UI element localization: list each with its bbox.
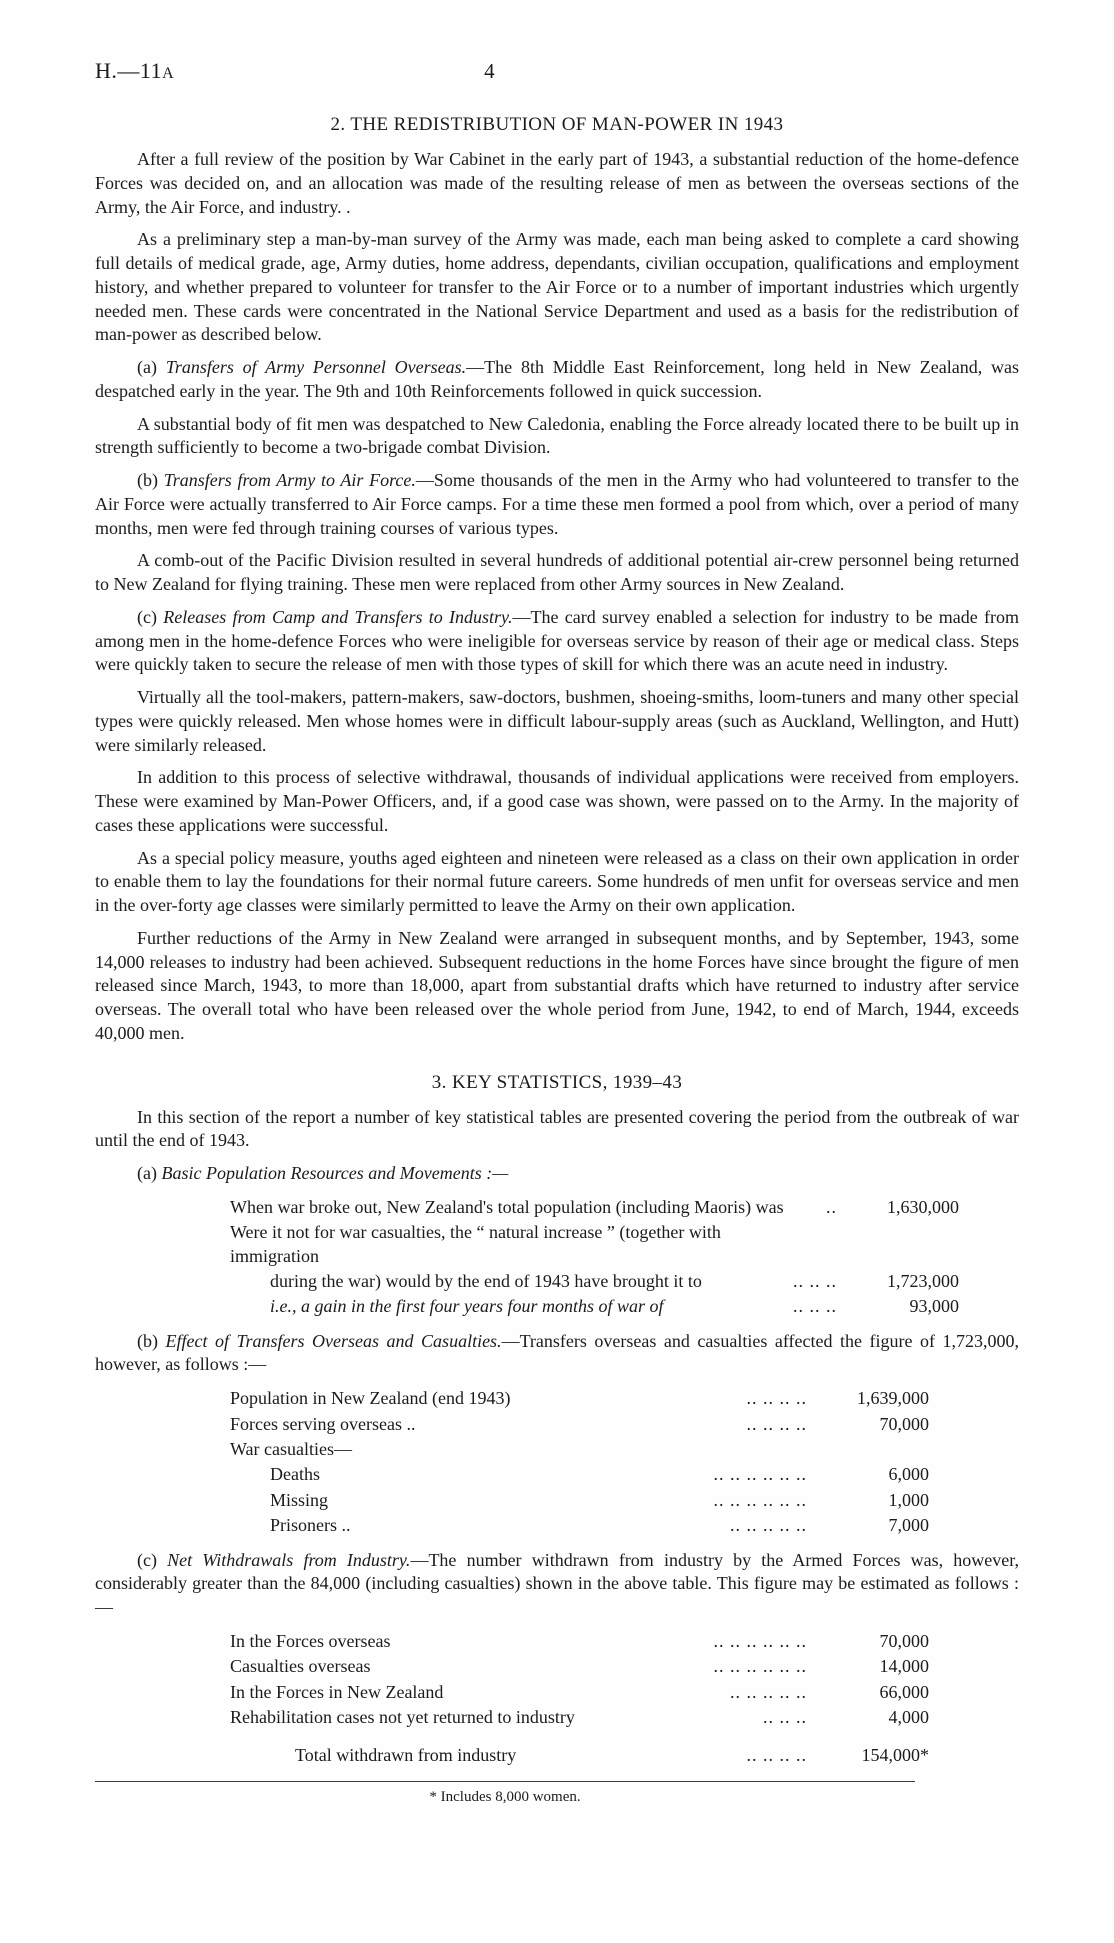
stats-a-row-1-value xyxy=(841,1220,1019,1269)
stats-b-row-3-dots: .. .. .. .. .. .. xyxy=(713,1464,807,1485)
stats-c-row-1-label: Casualties overseas xyxy=(230,1656,371,1677)
subsection-a-para-1: A substantial body of fit men was despatched to New Caledonia, enabling the Force already located there to be built up in strength sufficiently to become a two-brigade combat Division. xyxy=(95,413,1019,458)
subsection-a-heading: Transfers of Army Personnel Overseas. xyxy=(165,357,467,377)
page-content xyxy=(95,58,1019,1808)
subsection-a-marker: (a) xyxy=(137,357,157,377)
subsection-b xyxy=(95,469,1019,540)
subsection-c-lead: —The card survey enabled a selection for industry to be made from among men in the home-defence Forces who were ineligible for overseas service by reason of their age or medical class. Steps were quickly taken to secure the release of men with those types of skill for which there was an acute need in industry. xyxy=(95,606,1020,675)
section-title-2: 2. THE REDISTRIBUTION OF MAN-POWER IN 1943 xyxy=(330,114,784,135)
page-header xyxy=(95,58,1019,84)
stats-c-total-value: 154,000* xyxy=(861,1745,929,1766)
stats-b-row-5-value: 7,000 xyxy=(888,1515,929,1536)
table-row xyxy=(95,1513,1019,1538)
document-code xyxy=(95,58,174,84)
subsection-b-lead: —Some thousands of the men in the Army who had volunteered to transfer to the Air Force were actually transferred to Air Force camps. For a time these men formed a pool from which, over a period of many months, men were fed through training courses of various types. xyxy=(95,470,1020,538)
stats-a-row-1-label: Were it not for war casualties, the “ natural increase ” (together with immigration xyxy=(230,1222,721,1266)
footnote: * Includes 8,000 women. xyxy=(429,1788,581,1805)
stats-b-lead: —Transfers overseas and casualties affected the figure of 1,723,000, however, as follows :— xyxy=(95,1330,1019,1375)
subsection-b-heading: Transfers from Army to Air Force. xyxy=(163,470,416,490)
stats-c-row-1-value: 14,000 xyxy=(879,1656,929,1677)
stats-a-row-3-value: 93,000 xyxy=(909,1296,959,1317)
stats-c-row-0-dots: .. .. .. .. .. .. xyxy=(713,1630,807,1651)
table-row xyxy=(95,1680,1019,1705)
table-row xyxy=(95,1412,1019,1437)
table-row-total xyxy=(95,1730,1019,1768)
stats-a-row-3-label: i.e., a gain in the first four years four months of war of xyxy=(270,1296,664,1317)
subsection-b-para-1: A comb-out of the Pacific Division resulted in several hundreds of additional potential air-crew personnel being returned to New Zealand for flying training. These men were replaced from other Army sources in New Zealand. xyxy=(95,550,1019,594)
stats-c-total-label: Total withdrawn from industry xyxy=(295,1745,517,1766)
paragraph-intro-2: As a preliminary step a man-by-man survey of the Army was made, each man being asked to complete a card showing full details of medical grade, age, Army duties, home address, dependants, civilian occupation, qualifications and employment history, and whether prepared to volunteer for transfer to the Air Force or to a number of important industries which urgently needed men. These cards were concentrated in the National Service Department and used as a basis for the redistribution of man-power as described below. xyxy=(95,229,1019,345)
stats-c-table xyxy=(95,1629,1019,1769)
stats-b-row-4-dots: .. .. .. .. .. .. xyxy=(713,1489,807,1510)
table-row xyxy=(95,1386,1019,1411)
subsection-c xyxy=(95,606,1019,677)
subsection-a-lead: —The 8th Middle East Reinforcement, long held in New Zealand, was despatched early in the year. The 9th and 10th Reinforcements followed in quick succession. xyxy=(95,357,1019,401)
stats-b-row-4-label: Missing xyxy=(270,1489,329,1510)
stats-c-row-2-value: 66,000 xyxy=(879,1681,929,1702)
stats-c-row-3-label: Rehabilitation cases not yet returned to industry xyxy=(230,1706,575,1727)
stats-b-row-3-value: 6,000 xyxy=(888,1464,929,1485)
stats-b-row-0-value: 1,639,000 xyxy=(857,1388,929,1409)
stats-a-row-1-dots xyxy=(793,1220,841,1269)
table-row xyxy=(95,1220,1019,1269)
stats-b-row-2-dots xyxy=(675,1437,811,1462)
table-row xyxy=(95,1195,1019,1220)
table-row xyxy=(95,1705,1019,1730)
subsection-c-para-1: Virtually all the tool-makers, pattern-makers, saw-doctors, bushmen, shoeing-smiths, loom-tuners and many other special types were quickly released. Men whose homes were in difficult labour-supply areas (such as Auckland, Wellington, and Hutt) were similarly released. xyxy=(95,687,1019,755)
stats-c-row-0-label: In the Forces overseas xyxy=(230,1630,391,1651)
stats-a-table xyxy=(95,1195,1019,1320)
paragraph-intro-1: After a full review of the position by War Cabinet in the early part of 1943, a substantial reduction of the home-defence Forces was decided on, and an allocation was made of the resulting release of men as between the overseas sections of the Army, the Air Force, and industry. . xyxy=(95,149,1019,217)
stats-c-row-2-dots: .. .. .. .. .. xyxy=(730,1681,807,1702)
stats-b-row-0-dots: .. .. .. .. xyxy=(746,1388,807,1409)
subsection-c-heading: Releases from Camp and Transfers to Industry. xyxy=(163,606,513,627)
stats-b-marker: (b) xyxy=(137,1330,158,1351)
stats-c-heading-line xyxy=(95,1549,1019,1620)
subsection-c-para-3: As a special policy measure, youths aged eighteen and nineteen were released as a class on their own application in order to enable them to lay the foundations for their normal future careers. Some hundreds of men unfit for overseas service and men in the over-forty age classes were similarly permitted to leave the Army on their own application. xyxy=(95,847,1019,915)
stats-a-row-2-value: 1,723,000 xyxy=(887,1270,959,1291)
stats-c-row-2-label: In the Forces in New Zealand xyxy=(230,1681,444,1702)
stats-b-table xyxy=(95,1386,1019,1538)
stats-c-lead: —The number withdrawn from industry by the Armed Forces was, however, considerably greater than the 84,000 (including casualties) shown in the above table. This figure may be estimated as follows :— xyxy=(95,1549,1020,1618)
subsection-c-para-4: Further reductions of the Army in New Zealand were arranged in subsequent months, and by September, 1943, some 14,000 releases to industry had been achieved. Subsequent reductions in the home Forces have since brought the figure of men released since March, 1943, to more than 18,000, apart from substantial drafts which have returned to industry after service overseas. The overall total who have been released over the whole period from June, 1942, to end of March, 1944, exceeds 40,000 men. xyxy=(95,927,1019,1043)
stats-b-row-1-label: Forces serving overseas .. xyxy=(230,1413,416,1434)
table-row xyxy=(95,1437,1019,1462)
table-row xyxy=(95,1654,1019,1679)
stats-a-row-0-value: 1,630,000 xyxy=(887,1196,959,1217)
table-row xyxy=(95,1488,1019,1513)
document-code-suffix: A xyxy=(162,65,175,82)
stats-a-heading: Basic Population Resources and Movements :— xyxy=(161,1163,509,1183)
stats-c-row-3-value: 4,000 xyxy=(888,1706,929,1727)
stats-b-row-1-value: 70,000 xyxy=(879,1413,929,1434)
table-row xyxy=(95,1269,1019,1294)
stats-b-row-3-label: Deaths xyxy=(270,1464,320,1485)
stats-b-row-5-label: Prisoners .. xyxy=(270,1515,351,1536)
stats-b-heading-line xyxy=(95,1330,1019,1378)
section-title-3: 3. KEY STATISTICS, 1939–43 xyxy=(431,1071,683,1093)
stats-a-marker: (a) xyxy=(137,1163,157,1183)
stats-b-row-2-label: War casualties— xyxy=(230,1438,353,1459)
stats-a-row-2-label: during the war) would by the end of 1943 have brought it to xyxy=(270,1270,702,1291)
stats-c-row-0-value: 70,000 xyxy=(879,1630,929,1651)
table-row xyxy=(95,1294,1019,1319)
stats-a-row-3-dots: .. .. .. xyxy=(793,1296,837,1317)
subsection-c-para-2: In addition to this process of selective withdrawal, thousands of individual applications were received from employers. These were examined by Man-Power Officers, and, if a good case was shown, were passed on to the Army. In the majority of cases these applications were successful. xyxy=(95,767,1019,835)
stats-c-row-1-dots: .. .. .. .. .. .. xyxy=(713,1656,807,1677)
subsection-a xyxy=(95,356,1019,404)
stats-a-heading-line xyxy=(95,1162,1019,1186)
stats-b-row-2-value xyxy=(811,1437,1019,1462)
subsection-b-marker: (b) xyxy=(137,470,158,490)
stats-a-row-0-label: When war broke out, New Zealand's total population (including Maoris) was xyxy=(230,1196,784,1217)
stats-b-row-5-dots: .. .. .. .. .. xyxy=(730,1515,807,1536)
section-3-intro: In this section of the report a number of key statistical tables are presented covering the period from the outbreak of war until the end of 1943. xyxy=(95,1106,1019,1151)
stats-c-row-3-dots: .. .. .. xyxy=(763,1706,807,1727)
table-row xyxy=(95,1462,1019,1487)
document-code-text: H.—11 xyxy=(95,58,163,83)
stats-c-marker: (c) xyxy=(137,1549,157,1570)
footnote-divider xyxy=(95,1781,915,1782)
subsection-c-marker: (c) xyxy=(137,606,157,627)
stats-b-row-0-label: Population in New Zealand (end 1943) xyxy=(230,1388,511,1409)
table-row xyxy=(95,1629,1019,1654)
stats-a-row-0-dots: .. xyxy=(826,1196,837,1217)
stats-a-row-2-dots: .. .. .. xyxy=(793,1270,837,1291)
stats-b-heading: Effect of Transfers Overseas and Casualties. xyxy=(165,1330,502,1351)
stats-b-row-4-value: 1,000 xyxy=(888,1489,929,1510)
page-number: 4 xyxy=(484,59,495,83)
stats-b-row-1-dots: .. .. .. .. xyxy=(746,1413,807,1434)
stats-c-total-dots: .. .. .. .. xyxy=(746,1745,807,1766)
stats-c-heading: Net Withdrawals from Industry. xyxy=(167,1549,411,1570)
